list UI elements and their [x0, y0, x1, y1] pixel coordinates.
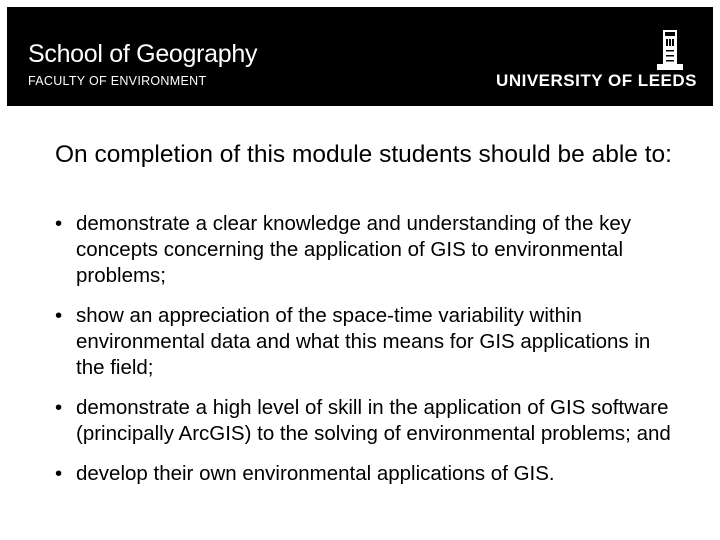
bullet-marker: •: [55, 304, 63, 327]
school-title: School of Geography: [28, 40, 258, 68]
list-item: [55, 211, 675, 289]
bullet-text: show an appreciation of the space-time variability within environmental data and what this means for GIS applications in the field;: [76, 304, 651, 379]
list-item: [55, 303, 675, 381]
list-item: [55, 395, 675, 447]
list-item: [55, 461, 675, 487]
bullet-text: demonstrate a clear knowledge and understanding of the key concepts concerning the application of GIS to environmental problems;: [76, 212, 632, 287]
header-banner: [7, 7, 713, 106]
bullet-marker: •: [55, 462, 63, 485]
faculty-subtitle: FACULTY OF ENVIRONMENT: [28, 74, 207, 88]
parkinson-tower-icon: [652, 28, 688, 70]
bullet-text: develop their own environmental applications of GIS.: [76, 462, 555, 485]
university-logo-text: UNIVERSITY OF LEEDS: [496, 71, 697, 90]
bullet-text: demonstrate a high level of skill in the application of GIS software (principally ArcGIS) to the solving of environmental problems; and: [76, 396, 671, 445]
bullet-marker: •: [55, 212, 63, 235]
module-intro: On completion of this module students should be able to:: [55, 141, 672, 168]
bullet-marker: •: [55, 396, 63, 419]
learning-outcomes-list: [55, 211, 675, 501]
